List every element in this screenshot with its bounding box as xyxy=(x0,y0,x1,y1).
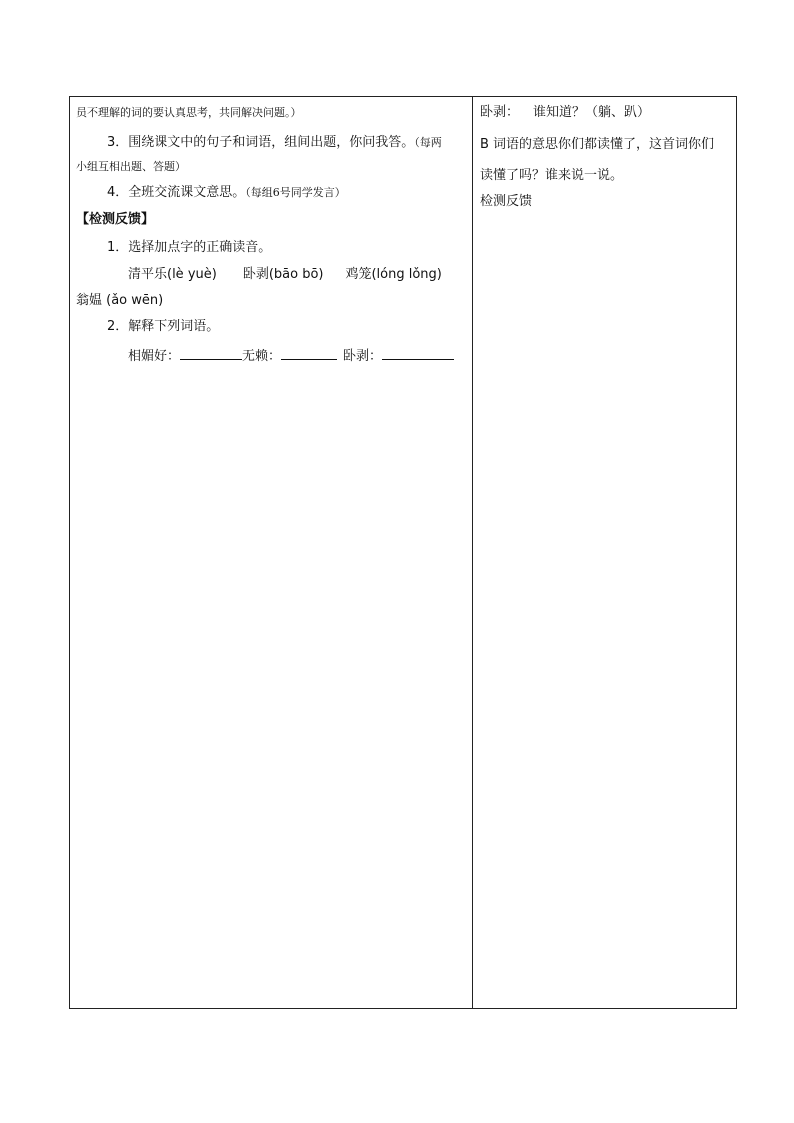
right-line-4: 检测反馈 xyxy=(480,194,533,209)
right-line-1 xyxy=(480,105,650,121)
option-1: 清平乐(lè yuè) xyxy=(128,267,217,282)
item-3-note-cont: 小组互相出题、答题） xyxy=(76,160,186,173)
question-2-terms xyxy=(128,347,454,365)
right-line-3: 读懂了吗？谁来说一说。 xyxy=(480,168,624,183)
option-2: 卧剥(bāo bō) xyxy=(242,267,324,282)
term-3: 卧剥： xyxy=(343,349,383,364)
item-3-text: 3．围绕课文中的句子和词语，组间出题，你问我答。 xyxy=(107,135,415,150)
question-2: 2．解释下列词语。 xyxy=(107,319,220,334)
answer-blank xyxy=(180,347,242,360)
item-3 xyxy=(107,135,442,151)
term-1: 相媚好： xyxy=(128,349,181,364)
right-column xyxy=(473,97,736,1008)
option-4: 翁媪 (ǎo wēn) xyxy=(76,293,164,308)
answer-blank xyxy=(382,347,454,360)
term-label: 卧剥： xyxy=(480,105,520,120)
question-1-options xyxy=(128,267,442,283)
item-4-text: 4．全班交流课文意思。 xyxy=(107,185,246,200)
item-3-note: （每两 xyxy=(414,136,442,149)
question-text: 谁知道？（躺、趴） xyxy=(533,105,651,120)
right-line-2: B 词语的意思你们都读懂了，这首词你们 xyxy=(480,137,715,152)
lesson-table xyxy=(69,96,737,1009)
question-1: 1．选择加点字的正确读音。 xyxy=(107,240,272,255)
text-line: 员不理解的词的要认真思考，共同解决问题。） xyxy=(76,106,302,119)
term-2: 无赖： xyxy=(242,349,282,364)
answer-blank xyxy=(281,347,337,360)
left-column xyxy=(70,97,473,1008)
item-4-note: （每组6号同学发言） xyxy=(245,186,346,199)
section-heading: 【检测反馈】 xyxy=(76,212,155,227)
option-3: 鸡笼(lóng lǒng) xyxy=(345,267,442,282)
item-4 xyxy=(107,185,346,201)
